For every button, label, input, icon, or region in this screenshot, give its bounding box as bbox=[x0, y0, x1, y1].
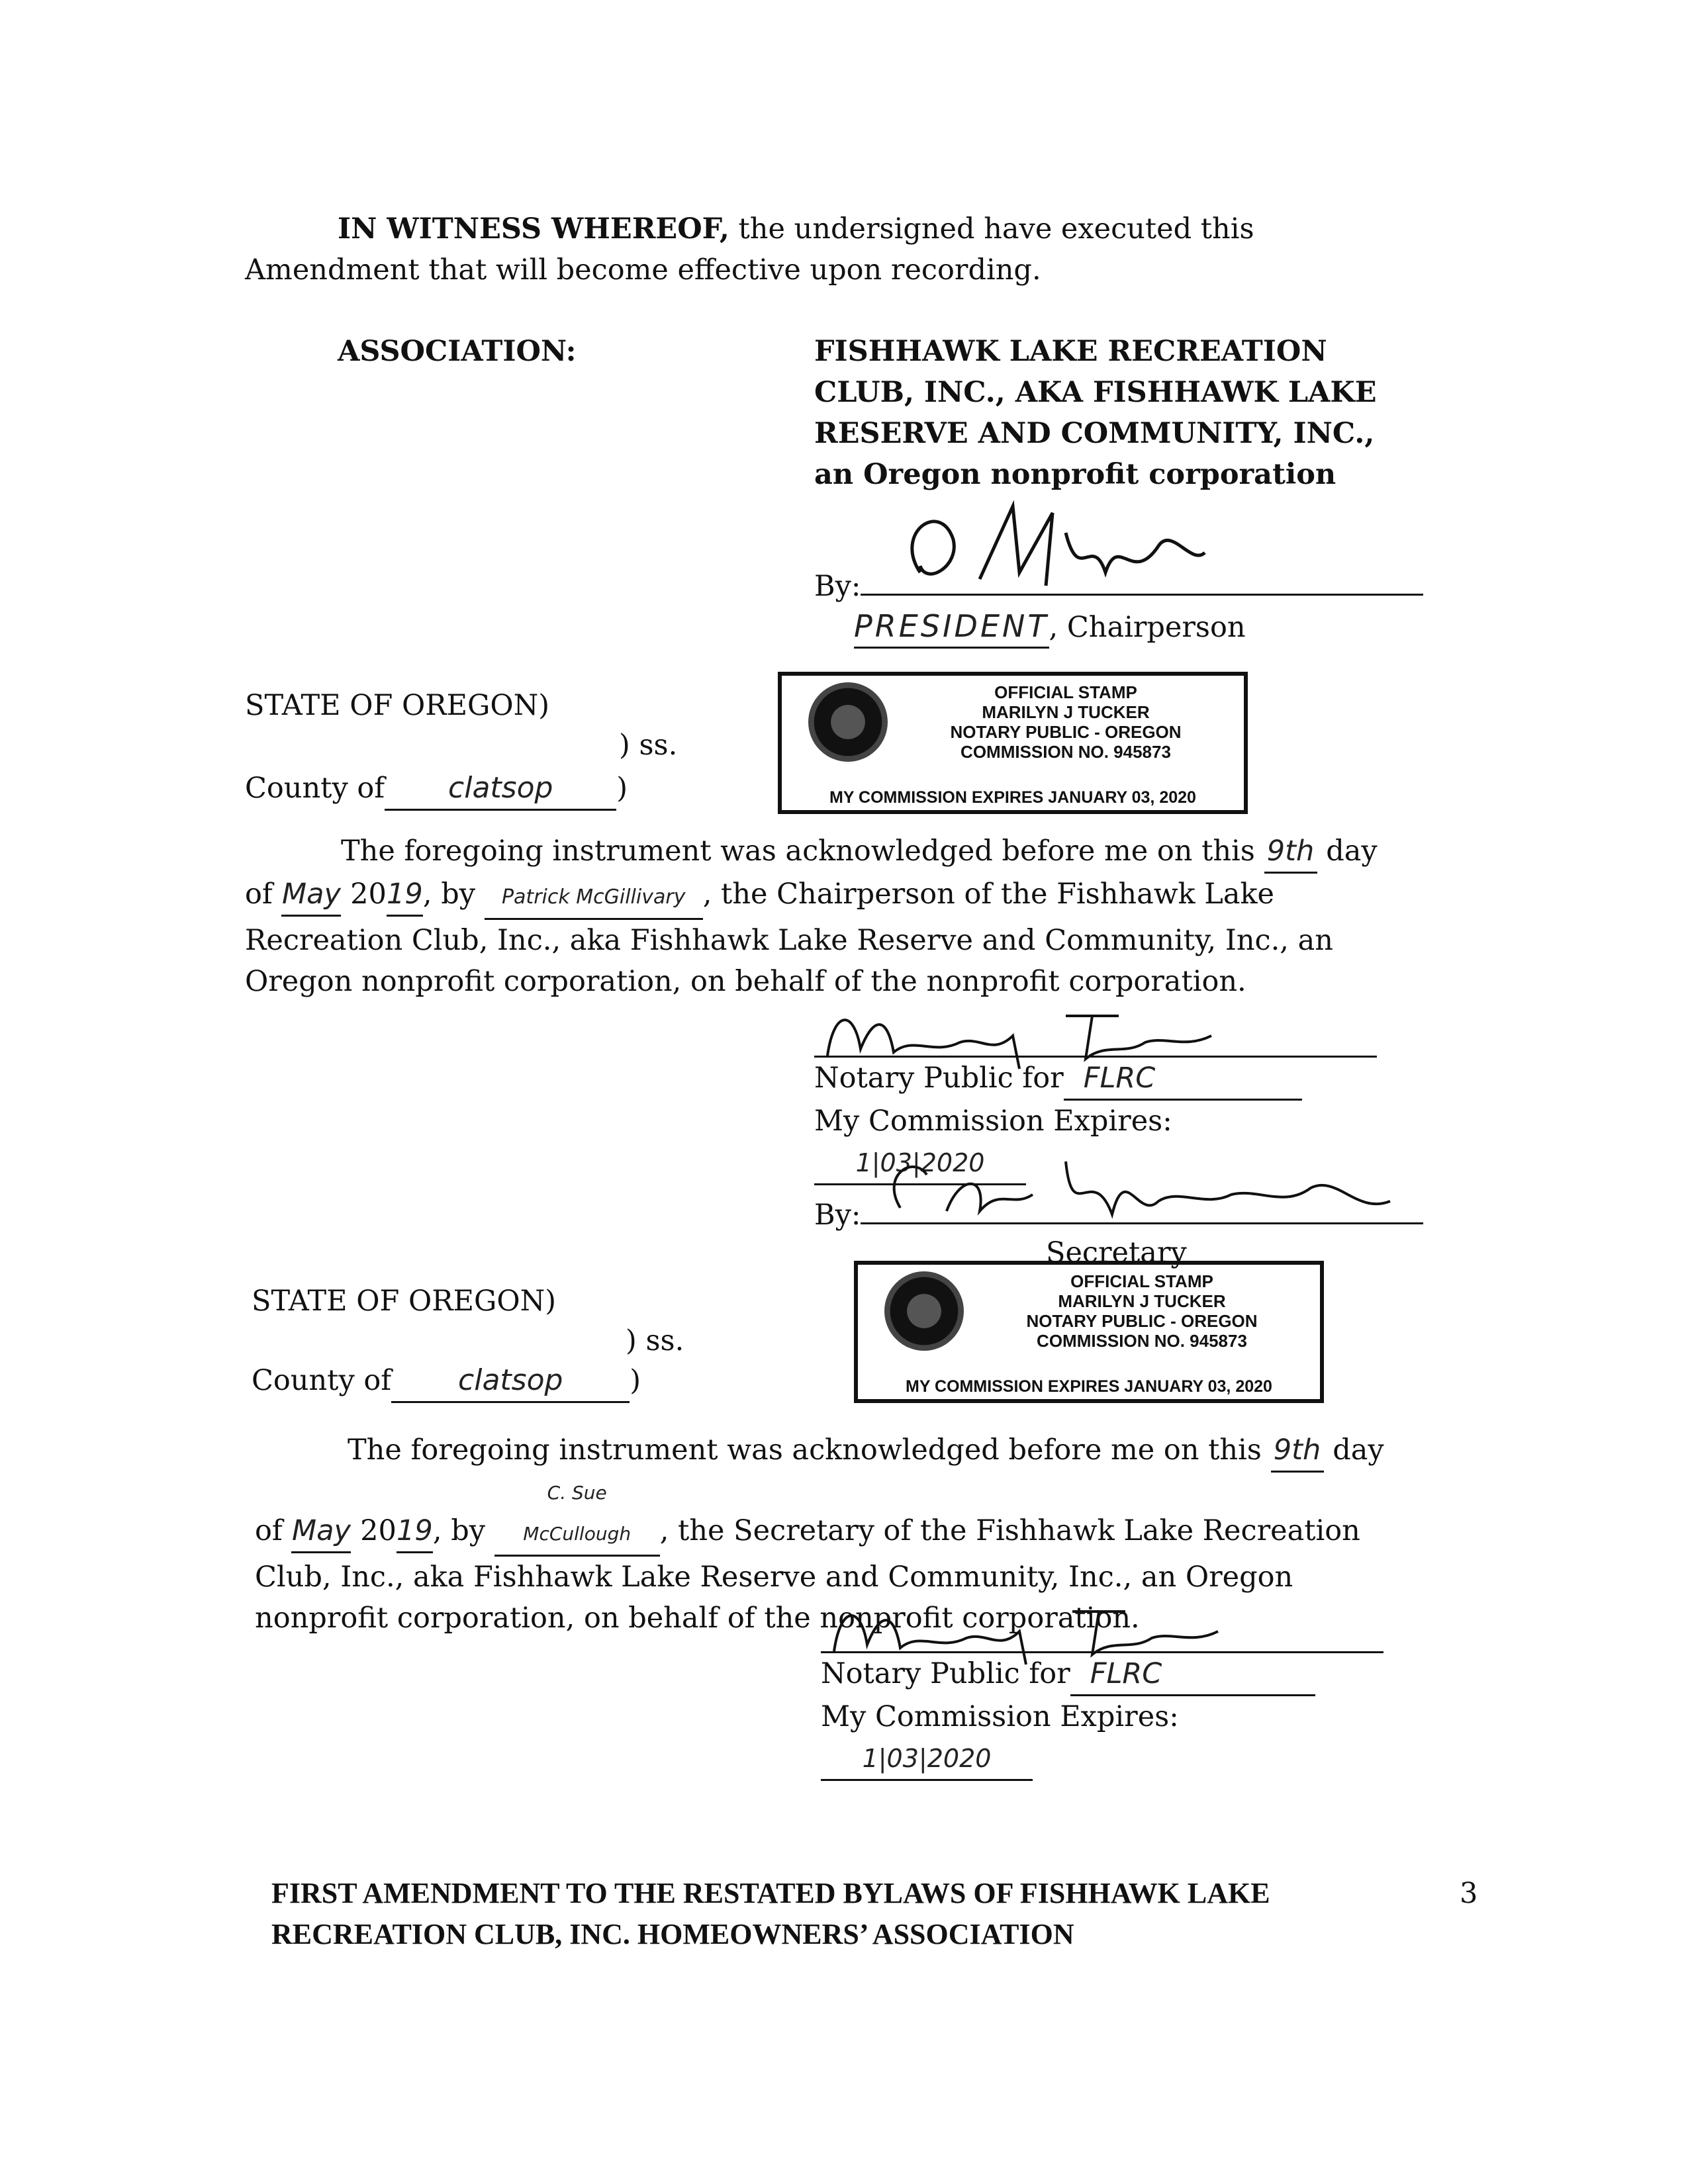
ack2-month: May bbox=[291, 1510, 351, 1553]
notary2-block bbox=[821, 1651, 1383, 1781]
notary-seal-icon bbox=[884, 1271, 964, 1351]
county-label: County of bbox=[245, 772, 385, 805]
ack2-line3: Club, Inc., aka Fishhawk Lake Reserve and Community, Inc., an Oregon bbox=[255, 1561, 1293, 1594]
notary-stamp-2 bbox=[854, 1261, 1324, 1403]
signature-line bbox=[861, 1222, 1423, 1224]
stamp-line: COMMISSION NO. 945873 bbox=[1037, 1331, 1247, 1351]
page-number: 3 bbox=[1460, 1877, 1478, 1910]
notary-for-label: Notary Public for bbox=[814, 1062, 1064, 1095]
county-close: ) bbox=[630, 1364, 641, 1397]
ack1-line1-end: day bbox=[1317, 835, 1378, 868]
ack1-month: May bbox=[281, 874, 341, 917]
secretary-title: Secretary bbox=[1046, 1236, 1187, 1269]
footer-line: FIRST AMENDMENT TO THE RESTATED BYLAWS OF FISHHAWK LAKE bbox=[271, 1877, 1270, 1909]
association-name-line: an Oregon nonprofit corporation bbox=[814, 458, 1336, 491]
signature-line bbox=[861, 594, 1423, 596]
ack1-line2-end: , the Chairperson of the Fishhawk Lake bbox=[702, 878, 1274, 911]
ack2-by: , by bbox=[432, 1514, 494, 1547]
ack1-day: 9th bbox=[1264, 831, 1317, 874]
president-title-handwritten: PRESIDENT bbox=[854, 606, 1049, 649]
ack1-year-prefix: 20 bbox=[341, 878, 387, 911]
ack1-line1: The foregoing instrument was acknowledged before me on this bbox=[341, 835, 1264, 868]
stamp-line: MARILYN J TUCKER bbox=[1058, 1291, 1226, 1311]
ack2-day: 9th bbox=[1271, 1430, 1324, 1473]
stamp-line: NOTARY PUBLIC - OREGON bbox=[1026, 1311, 1258, 1331]
president-title-suffix: , Chairperson bbox=[1049, 611, 1246, 644]
association-name-line: RESERVE AND COMMUNITY, INC., bbox=[814, 417, 1375, 450]
stamp-expires: MY COMMISSION EXPIRES JANUARY 03, 2020 bbox=[906, 1377, 1272, 1396]
witness-clause bbox=[245, 208, 1503, 291]
ack2-line2-end: , the Secretary of the Fishhawk Lake Recreation bbox=[659, 1514, 1360, 1547]
association-name-line: FISHHAWK LAKE RECREATION bbox=[814, 335, 1327, 368]
notary-for-value: FLRC bbox=[1070, 1653, 1315, 1696]
county-value: clatsop bbox=[391, 1360, 630, 1403]
expires-label: My Commission Expires: bbox=[821, 1700, 1179, 1733]
ack2-line1-end: day bbox=[1323, 1433, 1384, 1467]
ack1-line3: Recreation Club, Inc., aka Fishhawk Lake Reserve and Community, Inc., an bbox=[245, 924, 1333, 957]
ack2-line4: nonprofit corporation, on behalf of the nonprofit corporation. bbox=[255, 1602, 1140, 1635]
ack1-line2: of bbox=[245, 878, 282, 911]
ack1-person: Patrick McGillivary bbox=[485, 877, 703, 920]
by-label: By: bbox=[814, 1199, 861, 1232]
ack2-state: STATE OF OREGON) bbox=[252, 1285, 557, 1318]
ack1-county bbox=[245, 768, 628, 811]
notary-seal-icon bbox=[808, 682, 888, 762]
ack1-state: STATE OF OREGON) bbox=[245, 689, 550, 722]
association-name-line: CLUB, INC., AKA FISHHAWK LAKE bbox=[814, 376, 1377, 409]
expires-value: 1|03|2020 bbox=[821, 1738, 1033, 1781]
ack1-paragraph bbox=[245, 831, 1436, 1002]
ack2-person: C. Sue McCullough bbox=[494, 1473, 660, 1557]
notary-for-label: Notary Public for bbox=[821, 1657, 1070, 1690]
ack2-line2: of bbox=[255, 1514, 292, 1547]
expires-label: My Commission Expires: bbox=[814, 1105, 1172, 1138]
stamp-line: NOTARY PUBLIC - OREGON bbox=[950, 722, 1182, 742]
county-value: clatsop bbox=[385, 768, 616, 811]
ack1-year: 19 bbox=[387, 874, 423, 917]
notary-stamp-1 bbox=[778, 672, 1248, 814]
stamp-line: OFFICIAL STAMP bbox=[994, 682, 1137, 702]
association-name bbox=[814, 331, 1377, 495]
by-line-president bbox=[814, 566, 1423, 607]
ack2-year: 19 bbox=[397, 1510, 433, 1553]
ack1-by: , by bbox=[422, 878, 485, 911]
by-line-secretary bbox=[814, 1195, 1423, 1236]
stamp-line: MARILYN J TUCKER bbox=[982, 702, 1150, 722]
ack2-line1: The foregoing instrument was acknowledged before me on this bbox=[348, 1433, 1271, 1467]
association-label: ASSOCIATION: bbox=[338, 335, 577, 368]
ack2-year-prefix: 20 bbox=[351, 1514, 397, 1547]
stamp-line: OFFICIAL STAMP bbox=[1070, 1271, 1213, 1291]
stamp-line: COMMISSION NO. 945873 bbox=[961, 742, 1171, 762]
witness-text: the undersigned have executed this bbox=[729, 212, 1254, 246]
ack2-ss: ) ss. bbox=[626, 1324, 684, 1357]
president-title bbox=[854, 606, 1246, 649]
stamp-expires: MY COMMISSION EXPIRES JANUARY 03, 2020 bbox=[829, 788, 1196, 807]
ack2-county bbox=[252, 1360, 641, 1403]
ack1-line4: Oregon nonprofit corporation, on behalf of the nonprofit corporation. bbox=[245, 965, 1246, 998]
county-close: ) bbox=[616, 772, 628, 805]
footer-title bbox=[271, 1873, 1270, 1955]
ack1-ss: ) ss. bbox=[619, 729, 678, 762]
witness-line2: Amendment that will become effective upon recording. bbox=[245, 253, 1041, 287]
county-label: County of bbox=[252, 1364, 392, 1397]
footer-line: RECREATION CLUB, INC. HOMEOWNERS’ ASSOCIATION bbox=[271, 1918, 1074, 1950]
by-label: By: bbox=[814, 570, 861, 603]
notary-for-value: FLRC bbox=[1064, 1058, 1302, 1101]
witness-lead: IN WITNESS WHEREOF, bbox=[338, 212, 729, 246]
expires-value: 1|03|2020 bbox=[814, 1142, 1026, 1185]
